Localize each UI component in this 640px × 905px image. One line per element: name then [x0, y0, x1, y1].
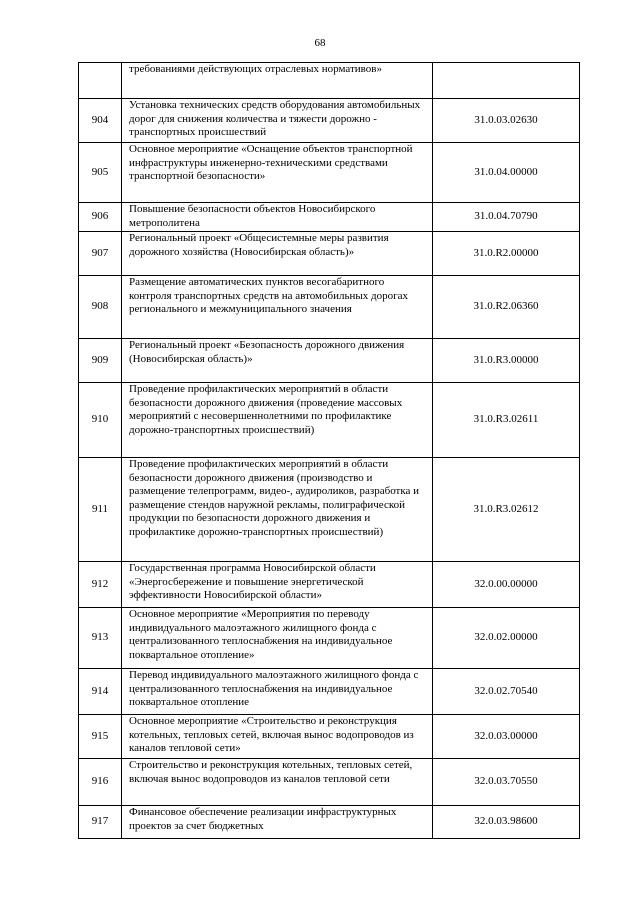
- row-code: 31.0.R2.06360: [433, 276, 580, 339]
- row-name: Региональный проект «Безопасность дорожного движения (Новосибирская область)»: [122, 339, 433, 383]
- row-code: 32.0.02.00000: [433, 608, 580, 669]
- table-row: [79, 608, 580, 669]
- table-row: [79, 383, 580, 458]
- row-name: Размещение автоматических пунктов весогабаритного контроля транспортных средств на автомобильных дорогах регионального и межмуниципального значения: [122, 276, 433, 339]
- row-code: 32.0.00.00000: [433, 562, 580, 608]
- row-code: [433, 63, 580, 99]
- table-row: [79, 715, 580, 759]
- table-row: [79, 203, 580, 232]
- row-number: 916: [79, 759, 122, 806]
- row-name: Строительство и реконструкция котельных, тепловых сетей, включая вынос водопроводов из каналов тепловой сети: [122, 759, 433, 806]
- row-number: 913: [79, 608, 122, 669]
- row-name: Основное мероприятие «Оснащение объектов транспортной инфраструктуры инженерно-техническими средствами транспортной безопасности»: [122, 143, 433, 203]
- row-number: 911: [79, 458, 122, 562]
- row-code: 31.0.R2.00000: [433, 232, 580, 276]
- row-number: 909: [79, 339, 122, 383]
- row-number: 917: [79, 806, 122, 839]
- row-name: Региональный проект «Общесистемные меры развития дорожного хозяйства (Новосибирская область)»: [122, 232, 433, 276]
- row-name: Перевод индивидуального малоэтажного жилищного фонда с централизованного теплоснабжения на индивидуальное поквартальное отопление: [122, 669, 433, 715]
- page-number: 68: [314, 37, 326, 49]
- row-name: требованиями действующих отраслевых нормативов»: [122, 63, 433, 99]
- row-code: 32.0.03.98600: [433, 806, 580, 839]
- row-code: 31.0.03.02630: [433, 99, 580, 143]
- table-row: [79, 232, 580, 276]
- row-code: 32.0.03.70550: [433, 759, 580, 806]
- table-row: [79, 669, 580, 715]
- row-name: Проведение профилактических мероприятий в области безопасности дорожного движения (производство и размещение телепрограмм, видео-, аудироликов, разработка и размещение стендов наружной рекламы, полиграфической продукции по безопасности дорожного движения и профилактике дорожно-транспортных происшествий): [122, 458, 433, 562]
- row-number: 906: [79, 203, 122, 232]
- row-number: 914: [79, 669, 122, 715]
- row-code: 32.0.03.00000: [433, 715, 580, 759]
- budget-classification-table: [78, 62, 580, 839]
- table-row: [79, 562, 580, 608]
- row-number: [79, 63, 122, 99]
- row-name: Финансовое обеспечение реализации инфраструктурных проектов за счет бюджетных: [122, 806, 433, 839]
- row-name: Основное мероприятие «Строительство и реконструкция котельных, тепловых сетей, включая вынос водопроводов из каналов тепловой сети»: [122, 715, 433, 759]
- table-row: [79, 276, 580, 339]
- row-number: 907: [79, 232, 122, 276]
- table-row: [79, 806, 580, 839]
- row-number: 908: [79, 276, 122, 339]
- row-code: 31.0.04.70790: [433, 203, 580, 232]
- row-code: 31.0.04.00000: [433, 143, 580, 203]
- table-row: [79, 759, 580, 806]
- table-row: [79, 99, 580, 143]
- row-code: 31.0.R3.02611: [433, 383, 580, 458]
- row-number: 910: [79, 383, 122, 458]
- table-row: [79, 339, 580, 383]
- row-code: 31.0.R3.02612: [433, 458, 580, 562]
- row-name: Основное мероприятие «Мероприятия по переводу индивидуального малоэтажного жилищного фонда с централизованного теплоснабжения на индивидуальное поквартальное отопление»: [122, 608, 433, 669]
- row-number: 912: [79, 562, 122, 608]
- row-number: 905: [79, 143, 122, 203]
- row-name: Проведение профилактических мероприятий в области безопасности дорожного движения (проведение массовых мероприятий с несовершеннолетними по профилактике дорожно-транспортных происшествий): [122, 383, 433, 458]
- table-row: [79, 63, 580, 99]
- row-code: 31.0.R3.00000: [433, 339, 580, 383]
- row-number: 904: [79, 99, 122, 143]
- row-code: 32.0.02.70540: [433, 669, 580, 715]
- row-number: 915: [79, 715, 122, 759]
- row-name: Повышение безопасности объектов Новосибирского метрополитена: [122, 203, 433, 232]
- table-row: [79, 143, 580, 203]
- row-name: Государственная программа Новосибирской области «Энергосбережение и повышение энергетической эффективности Новосибирской области»: [122, 562, 433, 608]
- table-row: [79, 458, 580, 562]
- row-name: Установка технических средств оборудования автомобильных дорог для снижения количества и тяжести дорожно - транспортных происшествий: [122, 99, 433, 143]
